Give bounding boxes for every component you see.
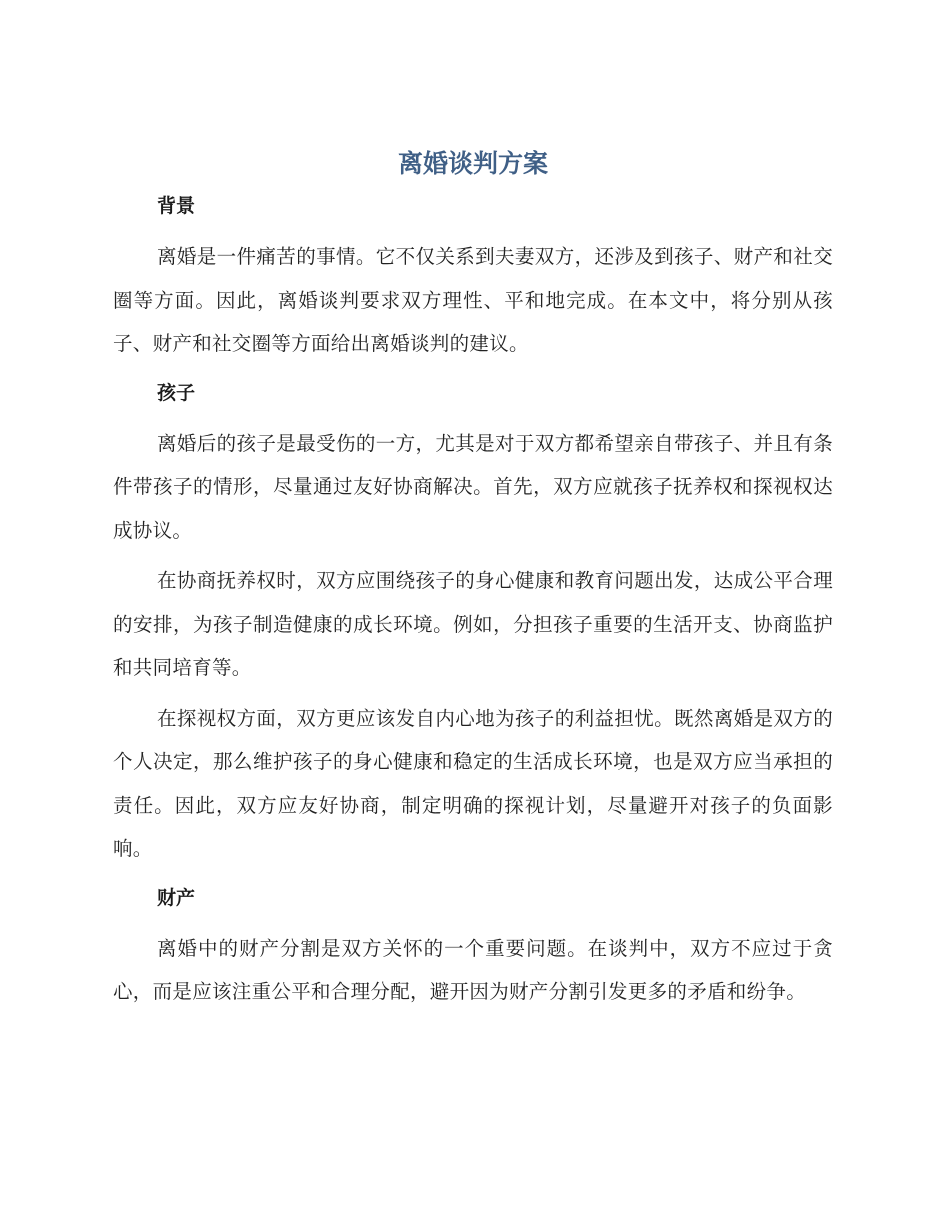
section-heading-children: 孩子	[157, 381, 196, 404]
document-title: 离婚谈判方案	[397, 149, 548, 178]
section-heading-background: 背景	[157, 195, 196, 217]
paragraph-property-1: 离婚中的财产分割是双方关怀的一个重要问题。在谈判中，双方不应过于贪心，而是应该注重公平和合理分配，避开因为财产分割引发更多的矛盾和纷争。	[113, 936, 833, 1003]
paragraph-children-3: 在探视权方面，双方更应该发自内心地为孩子的利益担忧。既然离婚是双方的个人决定，那么维护孩子的身心健康和稳定的生活成长环境，也是双方应当承担的责任。因此，双方应友好协商，制定明确的探视计划，尽量避开对孩子的负面影响。	[113, 706, 833, 860]
paragraph-background-1: 离婚是一件痛苦的事情。它不仅关系到夫妻双方，还涉及到孩子、财产和社交圈等方面。因此，离婚谈判要求双方理性、平和地完成。在本文中，将分别从孩子、财产和社交圈等方面给出离婚谈判的建议。	[113, 245, 833, 355]
section-heading-property: 财产	[157, 886, 196, 909]
document-body	[113, 142, 833, 1014]
paragraph-children-1: 离婚后的孩子是最受伤的一方，尤其是对于双方都希望亲自带孩子、并且有条件带孩子的情形，尽量通过友好协商解决。首先，双方应就孩子抚养权和探视权达成协议。	[113, 431, 833, 542]
paragraph-children-2: 在协商抚养权时，双方应围绕孩子的身心健康和教育问题出发，达成公平合理的安排，为孩子制造健康的成长环境。例如，分担孩子重要的生活开支、协商监护和共同培育等。	[113, 569, 833, 679]
